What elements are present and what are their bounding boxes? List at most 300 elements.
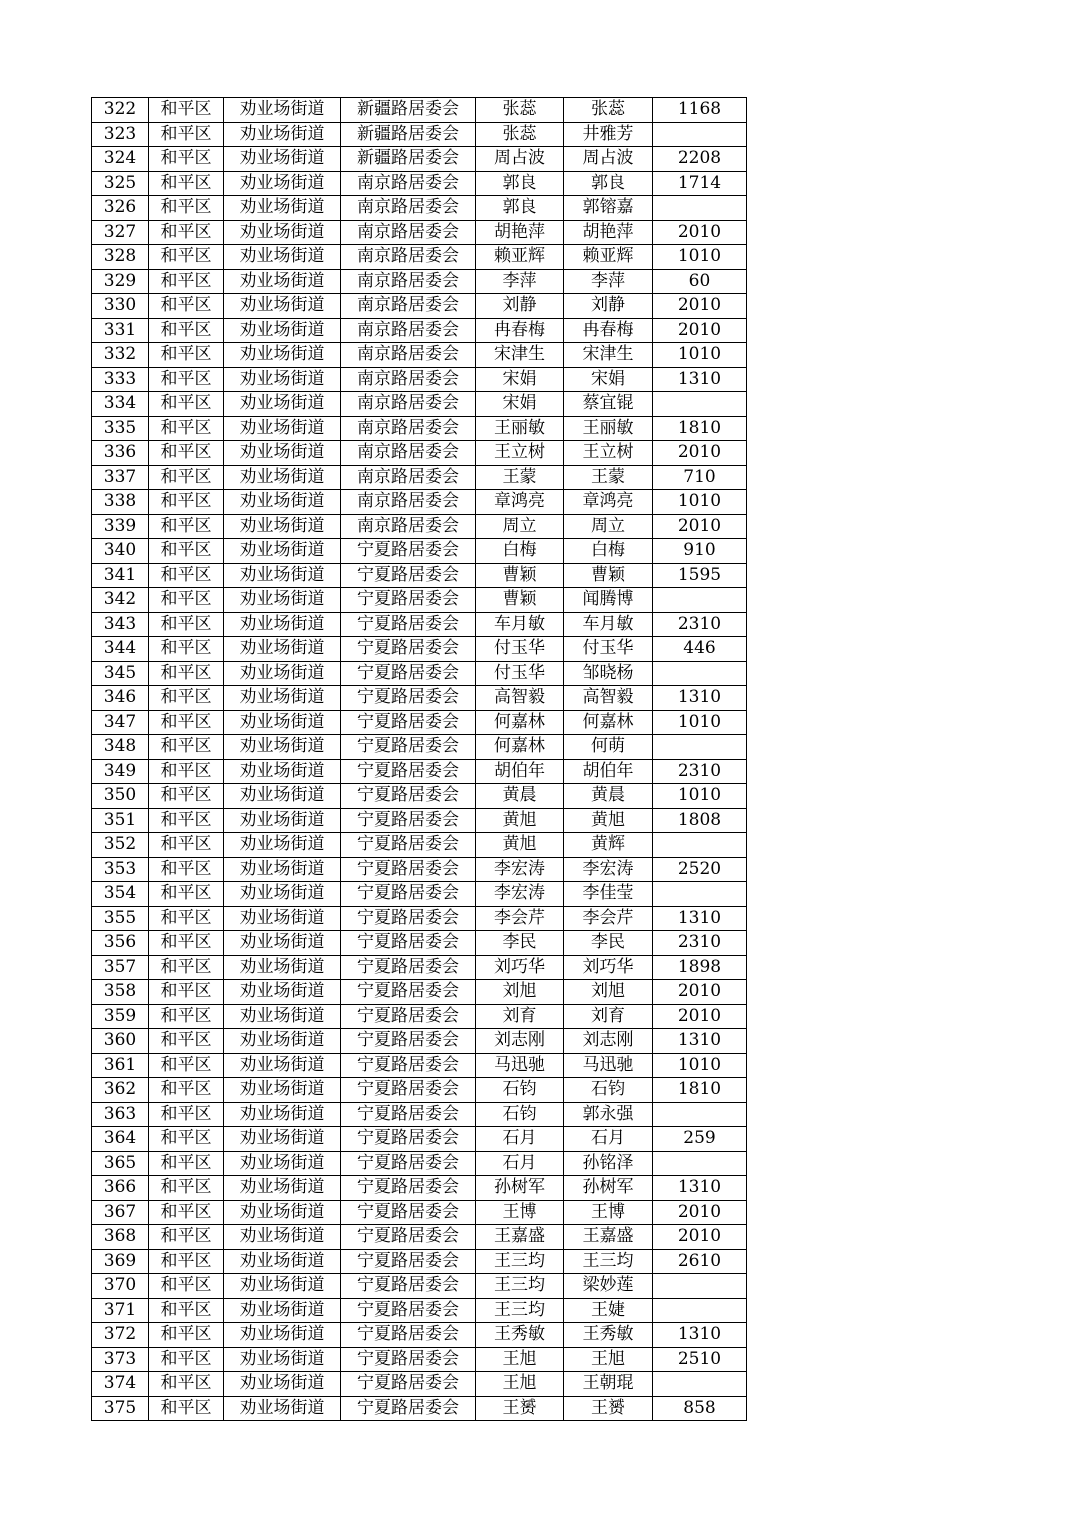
street-cell: 劝业场街道 [224, 563, 341, 588]
district-cell: 和平区 [149, 1102, 224, 1127]
district-cell: 和平区 [149, 980, 224, 1005]
district-cell: 和平区 [149, 563, 224, 588]
committee-cell: 南京路居委会 [341, 392, 476, 417]
committee-cell: 宁夏路居委会 [341, 1372, 476, 1397]
district-cell: 和平区 [149, 269, 224, 294]
person-name-cell: 宋娟 [564, 367, 653, 392]
district-cell: 和平区 [149, 196, 224, 221]
amount-cell: 2010 [653, 220, 747, 245]
street-cell: 劝业场街道 [224, 465, 341, 490]
table-row [92, 1151, 747, 1176]
row-number-cell: 346 [92, 686, 149, 711]
street-cell: 劝业场街道 [224, 686, 341, 711]
amount-cell [653, 588, 747, 613]
amount-cell: 1310 [653, 906, 747, 931]
person-name-cell: 王旭 [564, 1347, 653, 1372]
table-row [92, 539, 747, 564]
person-name-cell: 胡艳萍 [564, 220, 653, 245]
street-cell: 劝业场街道 [224, 759, 341, 784]
table-row [92, 1078, 747, 1103]
person-name-cell: 白梅 [564, 539, 653, 564]
street-cell: 劝业场街道 [224, 833, 341, 858]
row-number-cell: 361 [92, 1053, 149, 1078]
household-head-cell: 石月 [476, 1151, 564, 1176]
household-head-cell: 李会芹 [476, 906, 564, 931]
committee-cell: 宁夏路居委会 [341, 1151, 476, 1176]
household-head-cell: 刘旭 [476, 980, 564, 1005]
row-number-cell: 363 [92, 1102, 149, 1127]
table-row [92, 833, 747, 858]
person-name-cell: 李萍 [564, 269, 653, 294]
street-cell: 劝业场街道 [224, 98, 341, 123]
amount-cell: 1010 [653, 1053, 747, 1078]
person-name-cell: 刘志刚 [564, 1029, 653, 1054]
person-name-cell: 冉春梅 [564, 318, 653, 343]
person-name-cell: 宋津生 [564, 343, 653, 368]
amount-cell [653, 1102, 747, 1127]
committee-cell: 宁夏路居委会 [341, 1249, 476, 1274]
amount-cell: 259 [653, 1127, 747, 1152]
district-cell: 和平区 [149, 1347, 224, 1372]
amount-cell: 2010 [653, 318, 747, 343]
committee-cell: 宁夏路居委会 [341, 980, 476, 1005]
person-name-cell: 郭永强 [564, 1102, 653, 1127]
row-number-cell: 329 [92, 269, 149, 294]
household-head-cell: 王博 [476, 1200, 564, 1225]
table-row [92, 1225, 747, 1250]
person-name-cell: 李会芹 [564, 906, 653, 931]
amount-cell [653, 392, 747, 417]
table-row [92, 637, 747, 662]
table-row [92, 343, 747, 368]
committee-cell: 南京路居委会 [341, 465, 476, 490]
district-cell: 和平区 [149, 1249, 224, 1274]
district-cell: 和平区 [149, 220, 224, 245]
row-number-cell: 332 [92, 343, 149, 368]
row-number-cell: 322 [92, 98, 149, 123]
amount-cell: 2010 [653, 1004, 747, 1029]
street-cell: 劝业场街道 [224, 1225, 341, 1250]
household-head-cell: 王三均 [476, 1298, 564, 1323]
amount-cell: 858 [653, 1396, 747, 1421]
household-head-cell: 李萍 [476, 269, 564, 294]
amount-cell: 2010 [653, 441, 747, 466]
committee-cell: 宁夏路居委会 [341, 1225, 476, 1250]
household-head-cell: 黄晨 [476, 784, 564, 809]
row-number-cell: 358 [92, 980, 149, 1005]
person-name-cell: 黄辉 [564, 833, 653, 858]
amount-cell: 1010 [653, 245, 747, 270]
person-name-cell: 王婕 [564, 1298, 653, 1323]
row-number-cell: 366 [92, 1176, 149, 1201]
person-name-cell: 车月敏 [564, 612, 653, 637]
committee-cell: 宁夏路居委会 [341, 906, 476, 931]
street-cell: 劝业场街道 [224, 1053, 341, 1078]
household-head-cell: 王旭 [476, 1347, 564, 1372]
row-number-cell: 323 [92, 122, 149, 147]
row-number-cell: 326 [92, 196, 149, 221]
amount-cell: 1010 [653, 343, 747, 368]
row-number-cell: 333 [92, 367, 149, 392]
table-row [92, 294, 747, 319]
committee-cell: 宁夏路居委会 [341, 1347, 476, 1372]
amount-cell: 910 [653, 539, 747, 564]
household-head-cell: 曹颖 [476, 588, 564, 613]
committee-cell: 南京路居委会 [341, 514, 476, 539]
person-name-cell: 何萌 [564, 735, 653, 760]
person-name-cell: 黄晨 [564, 784, 653, 809]
amount-cell: 710 [653, 465, 747, 490]
street-cell: 劝业场街道 [224, 490, 341, 515]
committee-cell: 南京路居委会 [341, 220, 476, 245]
committee-cell: 宁夏路居委会 [341, 808, 476, 833]
street-cell: 劝业场街道 [224, 539, 341, 564]
row-number-cell: 372 [92, 1323, 149, 1348]
amount-cell: 1310 [653, 686, 747, 711]
household-head-cell: 王三均 [476, 1249, 564, 1274]
row-number-cell: 349 [92, 759, 149, 784]
table-row [92, 955, 747, 980]
street-cell: 劝业场街道 [224, 343, 341, 368]
district-cell: 和平区 [149, 955, 224, 980]
table-row [92, 245, 747, 270]
street-cell: 劝业场街道 [224, 588, 341, 613]
committee-cell: 宁夏路居委会 [341, 563, 476, 588]
committee-cell: 南京路居委会 [341, 441, 476, 466]
row-number-cell: 365 [92, 1151, 149, 1176]
table-row [92, 588, 747, 613]
street-cell: 劝业场街道 [224, 147, 341, 172]
committee-cell: 新疆路居委会 [341, 147, 476, 172]
street-cell: 劝业场街道 [224, 1396, 341, 1421]
committee-cell: 南京路居委会 [341, 245, 476, 270]
street-cell: 劝业场街道 [224, 245, 341, 270]
household-head-cell: 王旭 [476, 1372, 564, 1397]
person-name-cell: 张蕊 [564, 98, 653, 123]
street-cell: 劝业场街道 [224, 1323, 341, 1348]
amount-cell: 2510 [653, 1347, 747, 1372]
district-cell: 和平区 [149, 833, 224, 858]
household-head-cell: 周占波 [476, 147, 564, 172]
street-cell: 劝业场街道 [224, 1200, 341, 1225]
table-row [92, 1004, 747, 1029]
household-head-cell: 黄旭 [476, 808, 564, 833]
table-row [92, 1029, 747, 1054]
row-number-cell: 334 [92, 392, 149, 417]
district-cell: 和平区 [149, 1176, 224, 1201]
district-cell: 和平区 [149, 710, 224, 735]
committee-cell: 宁夏路居委会 [341, 1004, 476, 1029]
amount-cell: 2610 [653, 1249, 747, 1274]
household-head-cell: 李民 [476, 931, 564, 956]
table-row [92, 1372, 747, 1397]
household-head-cell: 刘育 [476, 1004, 564, 1029]
table-row [92, 514, 747, 539]
person-name-cell: 曹颖 [564, 563, 653, 588]
row-number-cell: 347 [92, 710, 149, 735]
street-cell: 劝业场街道 [224, 710, 341, 735]
committee-cell: 宁夏路居委会 [341, 1298, 476, 1323]
row-number-cell: 331 [92, 318, 149, 343]
table-body [92, 98, 747, 1421]
street-cell: 劝业场街道 [224, 612, 341, 637]
row-number-cell: 325 [92, 171, 149, 196]
district-cell: 和平区 [149, 514, 224, 539]
street-cell: 劝业场街道 [224, 661, 341, 686]
amount-cell [653, 661, 747, 686]
household-head-cell: 宋津生 [476, 343, 564, 368]
household-head-cell: 石月 [476, 1127, 564, 1152]
district-cell: 和平区 [149, 416, 224, 441]
household-head-cell: 何嘉林 [476, 710, 564, 735]
district-cell: 和平区 [149, 441, 224, 466]
street-cell: 劝业场街道 [224, 269, 341, 294]
row-number-cell: 342 [92, 588, 149, 613]
amount-cell [653, 882, 747, 907]
row-number-cell: 355 [92, 906, 149, 931]
amount-cell: 1595 [653, 563, 747, 588]
committee-cell: 宁夏路居委会 [341, 882, 476, 907]
row-number-cell: 367 [92, 1200, 149, 1225]
household-head-cell: 付玉华 [476, 637, 564, 662]
committee-cell: 南京路居委会 [341, 269, 476, 294]
household-head-cell: 黄旭 [476, 833, 564, 858]
committee-cell: 南京路居委会 [341, 196, 476, 221]
street-cell: 劝业场街道 [224, 637, 341, 662]
household-head-cell: 周立 [476, 514, 564, 539]
street-cell: 劝业场街道 [224, 196, 341, 221]
committee-cell: 宁夏路居委会 [341, 1102, 476, 1127]
row-number-cell: 374 [92, 1372, 149, 1397]
person-name-cell: 孙树军 [564, 1176, 653, 1201]
street-cell: 劝业场街道 [224, 1176, 341, 1201]
committee-cell: 宁夏路居委会 [341, 637, 476, 662]
district-cell: 和平区 [149, 759, 224, 784]
committee-cell: 宁夏路居委会 [341, 661, 476, 686]
person-name-cell: 章鸿亮 [564, 490, 653, 515]
street-cell: 劝业场街道 [224, 1274, 341, 1299]
row-number-cell: 339 [92, 514, 149, 539]
row-number-cell: 354 [92, 882, 149, 907]
amount-cell [653, 122, 747, 147]
person-name-cell: 马迅驰 [564, 1053, 653, 1078]
street-cell: 劝业场街道 [224, 1004, 341, 1029]
person-name-cell: 王赟 [564, 1396, 653, 1421]
person-name-cell: 周占波 [564, 147, 653, 172]
district-cell: 和平区 [149, 1298, 224, 1323]
amount-cell: 2010 [653, 980, 747, 1005]
district-cell: 和平区 [149, 1053, 224, 1078]
household-head-cell: 车月敏 [476, 612, 564, 637]
amount-cell [653, 1298, 747, 1323]
district-cell: 和平区 [149, 857, 224, 882]
amount-cell [653, 1274, 747, 1299]
district-cell: 和平区 [149, 1274, 224, 1299]
amount-cell: 1010 [653, 784, 747, 809]
table-row [92, 220, 747, 245]
household-head-cell: 高智毅 [476, 686, 564, 711]
amount-cell: 2010 [653, 294, 747, 319]
street-cell: 劝业场街道 [224, 1249, 341, 1274]
amount-cell: 1310 [653, 1029, 747, 1054]
table-row [92, 122, 747, 147]
committee-cell: 南京路居委会 [341, 294, 476, 319]
person-name-cell: 赖亚辉 [564, 245, 653, 270]
household-head-cell: 章鸿亮 [476, 490, 564, 515]
row-number-cell: 335 [92, 416, 149, 441]
district-cell: 和平区 [149, 465, 224, 490]
data-table [91, 97, 747, 1421]
table-row [92, 1102, 747, 1127]
district-cell: 和平区 [149, 171, 224, 196]
table-row [92, 1274, 747, 1299]
amount-cell: 1810 [653, 416, 747, 441]
amount-cell: 2010 [653, 1200, 747, 1225]
household-head-cell: 张蕊 [476, 122, 564, 147]
person-name-cell: 井雅芳 [564, 122, 653, 147]
table-row [92, 1249, 747, 1274]
amount-cell: 1010 [653, 710, 747, 735]
district-cell: 和平区 [149, 1151, 224, 1176]
amount-cell: 2310 [653, 759, 747, 784]
district-cell: 和平区 [149, 1078, 224, 1103]
district-cell: 和平区 [149, 1200, 224, 1225]
district-cell: 和平区 [149, 1029, 224, 1054]
household-head-cell: 王立树 [476, 441, 564, 466]
row-number-cell: 369 [92, 1249, 149, 1274]
person-name-cell: 刘静 [564, 294, 653, 319]
district-cell: 和平区 [149, 122, 224, 147]
street-cell: 劝业场街道 [224, 1127, 341, 1152]
street-cell: 劝业场街道 [224, 318, 341, 343]
committee-cell: 南京路居委会 [341, 171, 476, 196]
amount-cell: 1310 [653, 1323, 747, 1348]
street-cell: 劝业场街道 [224, 906, 341, 931]
district-cell: 和平区 [149, 294, 224, 319]
amount-cell: 2520 [653, 857, 747, 882]
person-name-cell: 付玉华 [564, 637, 653, 662]
table-row [92, 612, 747, 637]
row-number-cell: 327 [92, 220, 149, 245]
household-head-cell: 付玉华 [476, 661, 564, 686]
table-row [92, 1298, 747, 1323]
household-head-cell: 郭良 [476, 196, 564, 221]
district-cell: 和平区 [149, 784, 224, 809]
person-name-cell: 闻腾博 [564, 588, 653, 613]
committee-cell: 宁夏路居委会 [341, 539, 476, 564]
row-number-cell: 344 [92, 637, 149, 662]
person-name-cell: 王立树 [564, 441, 653, 466]
amount-cell: 2310 [653, 612, 747, 637]
district-cell: 和平区 [149, 318, 224, 343]
street-cell: 劝业场街道 [224, 367, 341, 392]
street-cell: 劝业场街道 [224, 955, 341, 980]
row-number-cell: 371 [92, 1298, 149, 1323]
household-head-cell: 王嘉盛 [476, 1225, 564, 1250]
person-name-cell: 李民 [564, 931, 653, 956]
table-row [92, 1347, 747, 1372]
district-cell: 和平区 [149, 808, 224, 833]
committee-cell: 宁夏路居委会 [341, 931, 476, 956]
amount-cell: 1168 [653, 98, 747, 123]
row-number-cell: 345 [92, 661, 149, 686]
committee-cell: 宁夏路居委会 [341, 1323, 476, 1348]
row-number-cell: 373 [92, 1347, 149, 1372]
table-row [92, 465, 747, 490]
street-cell: 劝业场街道 [224, 857, 341, 882]
street-cell: 劝业场街道 [224, 1151, 341, 1176]
amount-cell [653, 1372, 747, 1397]
district-cell: 和平区 [149, 1127, 224, 1152]
street-cell: 劝业场街道 [224, 980, 341, 1005]
row-number-cell: 368 [92, 1225, 149, 1250]
table-row [92, 882, 747, 907]
table-row [92, 1323, 747, 1348]
amount-cell: 1714 [653, 171, 747, 196]
district-cell: 和平区 [149, 686, 224, 711]
household-head-cell: 王蒙 [476, 465, 564, 490]
district-cell: 和平区 [149, 588, 224, 613]
amount-cell: 1808 [653, 808, 747, 833]
amount-cell: 446 [653, 637, 747, 662]
person-name-cell: 邹晓杨 [564, 661, 653, 686]
table-row [92, 147, 747, 172]
committee-cell: 宁夏路居委会 [341, 857, 476, 882]
household-head-cell: 马迅驰 [476, 1053, 564, 1078]
household-head-cell: 王丽敏 [476, 416, 564, 441]
district-cell: 和平区 [149, 490, 224, 515]
person-name-cell: 王博 [564, 1200, 653, 1225]
person-name-cell: 胡伯年 [564, 759, 653, 784]
household-head-cell: 张蕊 [476, 98, 564, 123]
household-head-cell: 王秀敏 [476, 1323, 564, 1348]
street-cell: 劝业场街道 [224, 1298, 341, 1323]
household-head-cell: 白梅 [476, 539, 564, 564]
district-cell: 和平区 [149, 343, 224, 368]
committee-cell: 宁夏路居委会 [341, 1274, 476, 1299]
committee-cell: 宁夏路居委会 [341, 686, 476, 711]
amount-cell: 60 [653, 269, 747, 294]
district-cell: 和平区 [149, 245, 224, 270]
district-cell: 和平区 [149, 882, 224, 907]
street-cell: 劝业场街道 [224, 931, 341, 956]
person-name-cell: 王丽敏 [564, 416, 653, 441]
committee-cell: 南京路居委会 [341, 416, 476, 441]
row-number-cell: 350 [92, 784, 149, 809]
street-cell: 劝业场街道 [224, 1372, 341, 1397]
amount-cell: 2310 [653, 931, 747, 956]
household-head-cell: 郭良 [476, 171, 564, 196]
table-row [92, 808, 747, 833]
row-number-cell: 359 [92, 1004, 149, 1029]
table-row [92, 367, 747, 392]
district-cell: 和平区 [149, 612, 224, 637]
committee-cell: 南京路居委会 [341, 318, 476, 343]
person-name-cell: 刘旭 [564, 980, 653, 1005]
committee-cell: 南京路居委会 [341, 343, 476, 368]
household-head-cell: 王赟 [476, 1396, 564, 1421]
committee-cell: 新疆路居委会 [341, 98, 476, 123]
person-name-cell: 刘育 [564, 1004, 653, 1029]
committee-cell: 宁夏路居委会 [341, 1127, 476, 1152]
committee-cell: 宁夏路居委会 [341, 955, 476, 980]
household-head-cell: 宋娟 [476, 367, 564, 392]
table-row [92, 784, 747, 809]
amount-cell [653, 196, 747, 221]
household-head-cell: 胡艳萍 [476, 220, 564, 245]
household-head-cell: 王三均 [476, 1274, 564, 1299]
household-head-cell: 刘静 [476, 294, 564, 319]
